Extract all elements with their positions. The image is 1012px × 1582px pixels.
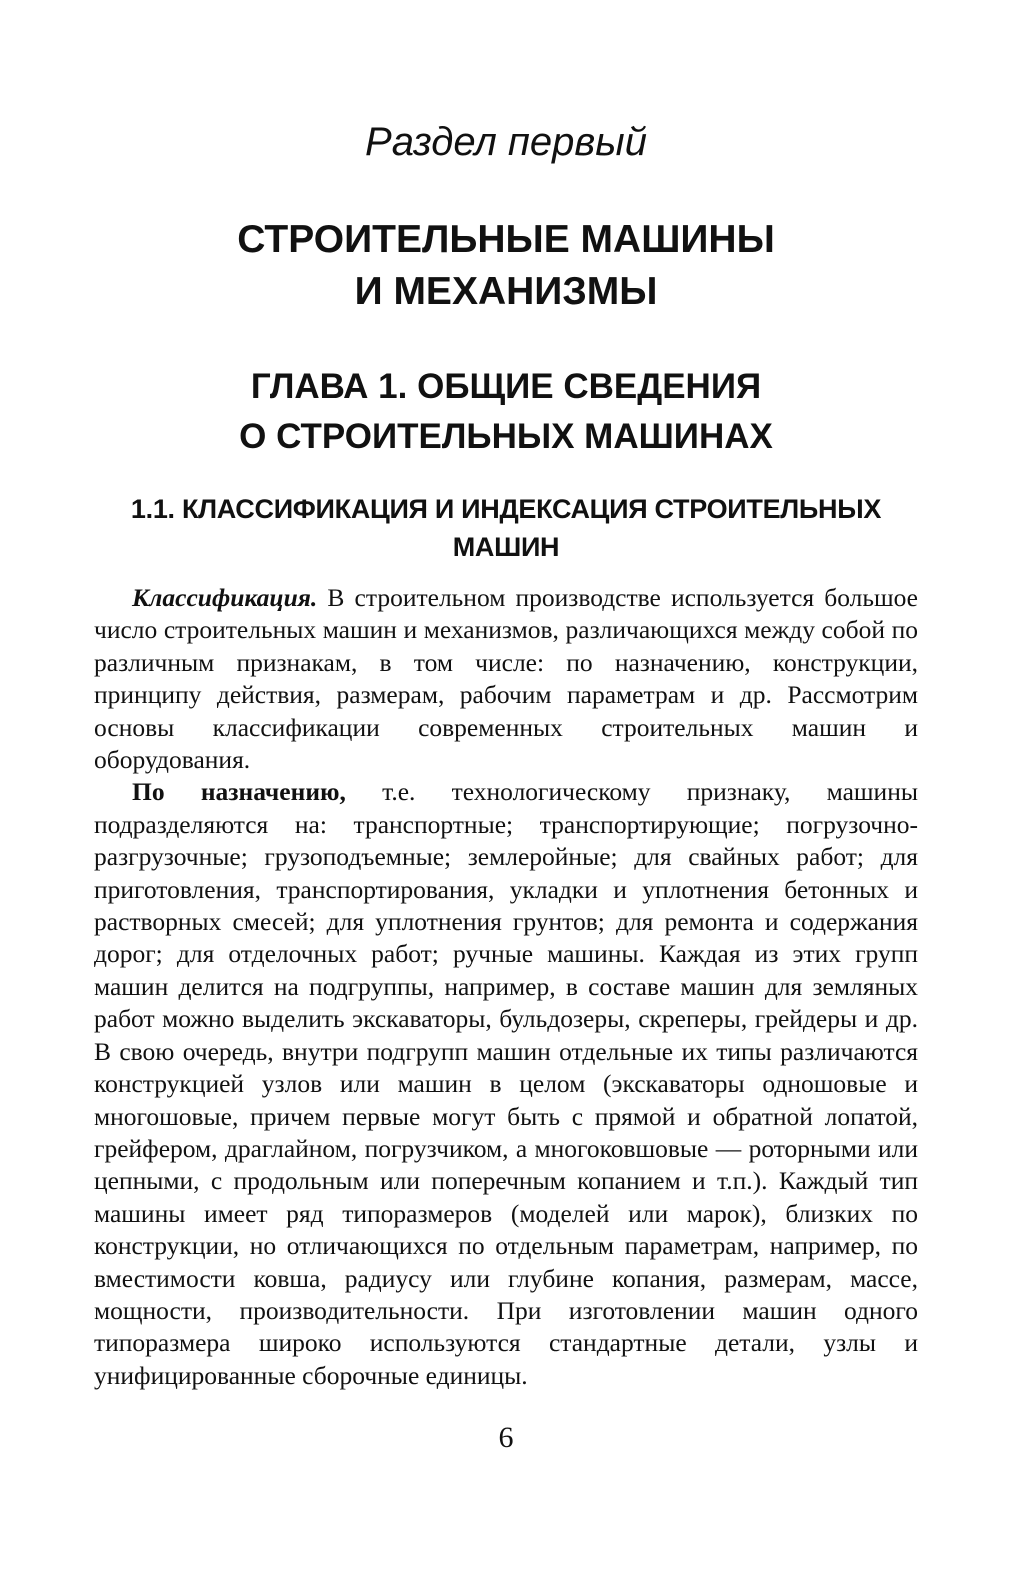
part-title-line-1: СТРОИТЕЛЬНЫЕ МАШИНЫ	[237, 218, 775, 261]
lead-term: По назначению,	[132, 777, 346, 807]
chapter-title	[0, 362, 1012, 462]
paragraph-classification	[94, 582, 918, 776]
chapter-title-line-2: О СТРОИТЕЛЬНЫХ МАШИНАХ	[239, 417, 773, 456]
chapter-title-line-1: ГЛАВА 1. ОБЩИЕ СВЕДЕНИЯ	[250, 367, 762, 406]
part-title-line-2: И МЕХАНИЗМЫ	[354, 270, 658, 313]
body-text	[94, 582, 918, 1392]
paragraph-by-purpose	[94, 776, 918, 1392]
part-title	[0, 214, 1012, 318]
paragraph-text: т.е. технологическому признаку, машины подразделяются на: транспортные; транспортирующие; погрузочно-разгрузочные; грузоподъемные; землеройные; для свайных работ; для приготовления, транспортирования, укладки и уплотнения бетонных и растворных смесей; для уплотнения грунтов; для ремонта и содержания дорог; для отделочных работ; ручные машины. Каждая из этих групп машин делится на подгруппы, например, в составе машин для земляных работ можно выделить экскаваторы, бульдозеры, скреперы, грейдеры и др. В свою очередь, внутри подгрупп машин отдельные их типы различаются конструкцией узлов или машин в целом (экскаваторы одношовые и многошовые, причем первые могут быть с прямой и обратной лопатой, грейфером, драглайном, погрузчиком, а многоковшовые — роторными или цепными, с продольным или поперечным копанием и т.п.). Каждый тип машины имеет ряд типоразмеров (моделей или марок), близких по конструкции, но отличающихся по отдельным параметрам, например, по вместимости ковша, радиусу или глубине копания, размерам, массе, мощности, производительности. При изготовлении машин одного типоразмера широко используются стандартные детали, узлы и унифицированные сборочные единицы.	[94, 777, 918, 1390]
section-label: Раздел первый	[365, 120, 647, 164]
lead-term: Классификация.	[132, 583, 318, 612]
subsection-title: 1.1. КЛАССИФИКАЦИЯ И ИНДЕКСАЦИЯ СТРОИТЕЛЬНЫХ МАШИН	[130, 494, 882, 562]
paragraph-text: В строительном производстве используется большое число строительных машин и механизмов, различающихся между собой по различным признакам, в том числе: по назначению, конструкции, принципу действия, размерам, рабочим параметрам и др. Рассмотрим основы классификации современных строительных машин и оборудования.	[94, 583, 918, 775]
page-number: 6	[498, 1421, 514, 1454]
